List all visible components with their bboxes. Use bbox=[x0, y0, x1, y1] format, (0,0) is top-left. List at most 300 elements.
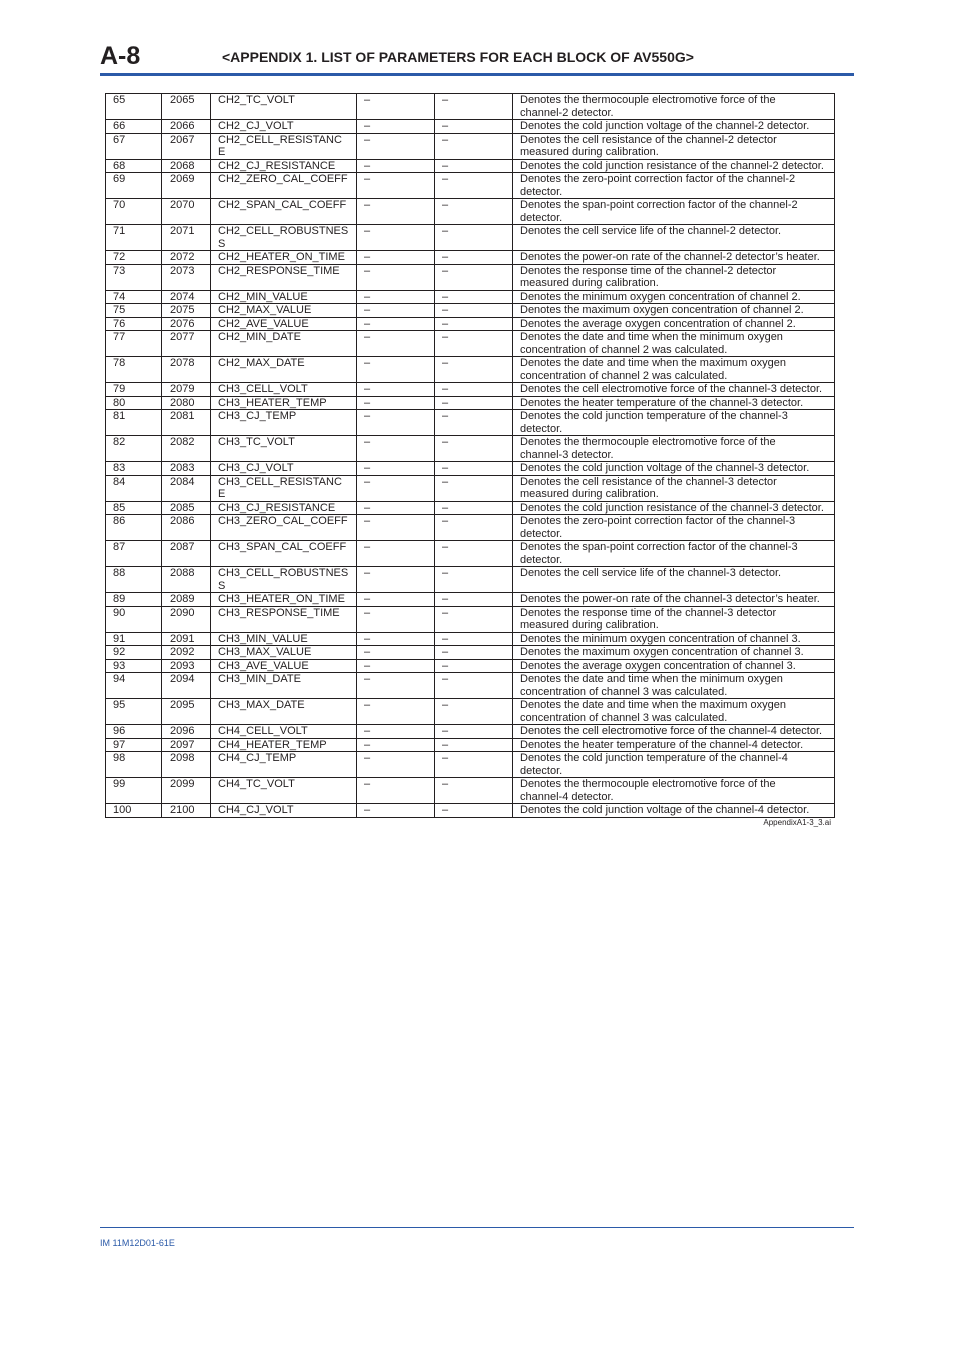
index-cell: 2069 bbox=[162, 173, 211, 199]
parameter-name-cell: CH3_AVE_VALUE bbox=[211, 659, 357, 673]
description-cell bbox=[513, 331, 835, 357]
description-line: detector. bbox=[520, 422, 563, 435]
parameter-name-cell: CH3_RESPONSE_TIME bbox=[211, 606, 357, 632]
parameter-name-cell: CH3_ZERO_CAL_COEFF bbox=[211, 515, 357, 541]
number-cell: 78 bbox=[106, 357, 162, 383]
page-title: <APPENDIX 1. LIST OF PARAMETERS FOR EACH BLOCK OF AV550G> bbox=[222, 49, 694, 65]
index-cell: 2094 bbox=[162, 673, 211, 699]
index-cell: 2073 bbox=[162, 264, 211, 290]
parameter-name-cell: CH2_MAX_VALUE bbox=[211, 304, 357, 318]
value-b-cell: – bbox=[435, 159, 513, 173]
index-cell: 2065 bbox=[162, 94, 211, 120]
value-b-cell: – bbox=[435, 659, 513, 673]
table-row bbox=[106, 410, 835, 436]
description-line: Denotes the span-point correction factor of the channel-2 bbox=[520, 199, 798, 211]
number-cell: 90 bbox=[106, 606, 162, 632]
table-row bbox=[106, 659, 835, 673]
table-row bbox=[106, 646, 835, 660]
value-a-cell: – bbox=[357, 159, 435, 173]
number-cell: 95 bbox=[106, 699, 162, 725]
parameter-name-cell: CH3_CELL_ROBUSTNESS bbox=[211, 567, 357, 593]
description-cell bbox=[513, 410, 835, 436]
parameter-name-cell: CH3_TC_VOLT bbox=[211, 436, 357, 462]
description-cell bbox=[513, 567, 835, 593]
parameter-name-cell: CH2_CELL_ROBUSTNESS bbox=[211, 225, 357, 251]
number-cell: 74 bbox=[106, 290, 162, 304]
value-b-cell: – bbox=[435, 673, 513, 699]
number-cell: 81 bbox=[106, 410, 162, 436]
parameter-name-cell: CH3_HEATER_ON_TIME bbox=[211, 593, 357, 607]
value-b-cell: – bbox=[435, 725, 513, 739]
value-a-cell: – bbox=[357, 778, 435, 804]
description-line: Denotes the cell electromotive force of the channel-3 detector. bbox=[520, 383, 823, 395]
value-b-cell: – bbox=[435, 541, 513, 567]
description-cell bbox=[513, 632, 835, 646]
description-line: Denotes the date and time when the maximum oxygen bbox=[520, 699, 786, 711]
parameter-name-cell: CH3_CJ_VOLT bbox=[211, 462, 357, 476]
number-cell: 82 bbox=[106, 436, 162, 462]
description-line: channel-3 detector. bbox=[520, 448, 614, 461]
description-cell bbox=[513, 225, 835, 251]
index-cell: 2081 bbox=[162, 410, 211, 436]
description-line: detector. bbox=[520, 527, 563, 540]
value-b-cell: – bbox=[435, 251, 513, 265]
table-row bbox=[106, 331, 835, 357]
index-cell: 2075 bbox=[162, 304, 211, 318]
value-b-cell: – bbox=[435, 173, 513, 199]
description-cell bbox=[513, 159, 835, 173]
table-row bbox=[106, 396, 835, 410]
page-number: A-8 bbox=[100, 42, 141, 70]
figure-file-label: AppendixA1-3_3.ai bbox=[763, 818, 831, 827]
number-cell: 69 bbox=[106, 173, 162, 199]
value-a-cell: – bbox=[357, 317, 435, 331]
description-line: Denotes the cold junction temperature of the channel-3 bbox=[520, 410, 788, 422]
value-a-cell: – bbox=[357, 410, 435, 436]
description-line: measured during calibration. bbox=[520, 146, 659, 158]
value-b-cell: – bbox=[435, 475, 513, 501]
value-b-cell: – bbox=[435, 606, 513, 632]
description-cell bbox=[513, 251, 835, 265]
description-cell bbox=[513, 673, 835, 699]
description-line: Denotes the response time of the channel-3 detector bbox=[520, 606, 777, 619]
description-cell bbox=[513, 304, 835, 318]
description-cell bbox=[513, 699, 835, 725]
value-b-cell: – bbox=[435, 804, 513, 818]
table-row bbox=[106, 290, 835, 304]
description-line: Denotes the date and time when the minimum oxygen bbox=[520, 673, 783, 685]
description-cell bbox=[513, 120, 835, 134]
number-cell: 70 bbox=[106, 199, 162, 225]
value-a-cell: – bbox=[357, 699, 435, 725]
parameter-name-cell: CH4_CJ_TEMP bbox=[211, 752, 357, 778]
number-cell: 80 bbox=[106, 396, 162, 410]
number-cell: 77 bbox=[106, 331, 162, 357]
value-a-cell: – bbox=[357, 331, 435, 357]
number-cell: 85 bbox=[106, 501, 162, 515]
number-cell: 76 bbox=[106, 317, 162, 331]
parameter-name-cell: CH2_AVE_VALUE bbox=[211, 317, 357, 331]
parameter-name-cell: CH3_MIN_DATE bbox=[211, 673, 357, 699]
number-cell: 96 bbox=[106, 725, 162, 739]
table-row bbox=[106, 541, 835, 567]
description-line: Denotes the thermocouple electromotive force of the bbox=[520, 778, 776, 790]
description-line: Denotes the cell resistance of the channel-3 detector bbox=[520, 475, 777, 488]
value-b-cell: – bbox=[435, 133, 513, 159]
description-line: detector. bbox=[520, 764, 563, 777]
description-cell bbox=[513, 199, 835, 225]
index-cell: 2084 bbox=[162, 475, 211, 501]
parameter-name-cell: CH2_CJ_RESISTANCE bbox=[211, 159, 357, 173]
parameter-name-cell: CH4_CJ_VOLT bbox=[211, 804, 357, 818]
description-line: Denotes the zero-point correction factor of the channel-3 bbox=[520, 515, 796, 527]
value-a-cell: – bbox=[357, 541, 435, 567]
value-a-cell: – bbox=[357, 120, 435, 134]
description-line: Denotes the cold junction resistance of the channel-2 detector. bbox=[520, 159, 824, 172]
description-cell bbox=[513, 752, 835, 778]
index-cell: 2096 bbox=[162, 725, 211, 739]
index-cell: 2093 bbox=[162, 659, 211, 673]
index-cell: 2090 bbox=[162, 606, 211, 632]
description-cell bbox=[513, 396, 835, 410]
index-cell: 2078 bbox=[162, 357, 211, 383]
table-row bbox=[106, 264, 835, 290]
parameter-name-cell: CH3_CELL_VOLT bbox=[211, 383, 357, 397]
description-line: Denotes the average oxygen concentration of channel 2. bbox=[520, 317, 796, 330]
number-cell: 99 bbox=[106, 778, 162, 804]
parameter-table bbox=[105, 93, 835, 818]
table-row bbox=[106, 199, 835, 225]
table-row bbox=[106, 462, 835, 476]
number-cell: 89 bbox=[106, 593, 162, 607]
value-a-cell: – bbox=[357, 515, 435, 541]
value-b-cell: – bbox=[435, 120, 513, 134]
value-b-cell: – bbox=[435, 304, 513, 318]
description-line: Denotes the minimum oxygen concentration of channel 3. bbox=[520, 632, 801, 645]
parameter-name-cell: CH3_CJ_TEMP bbox=[211, 410, 357, 436]
parameter-table-body bbox=[106, 94, 835, 818]
value-a-cell: – bbox=[357, 436, 435, 462]
description-cell bbox=[513, 317, 835, 331]
description-line: detector. bbox=[520, 185, 563, 198]
parameter-name-cell: CH4_CELL_VOLT bbox=[211, 725, 357, 739]
description-cell bbox=[513, 357, 835, 383]
description-line: Denotes the span-point correction factor of the channel-3 bbox=[520, 541, 798, 553]
description-cell bbox=[513, 646, 835, 660]
number-cell: 92 bbox=[106, 646, 162, 660]
value-b-cell: – bbox=[435, 436, 513, 462]
index-cell: 2079 bbox=[162, 383, 211, 397]
description-line: measured during calibration. bbox=[520, 277, 659, 289]
description-line: Denotes the heater temperature of the channel-4 detector. bbox=[520, 738, 804, 751]
value-a-cell: – bbox=[357, 659, 435, 673]
index-cell: 2088 bbox=[162, 567, 211, 593]
index-cell: 2083 bbox=[162, 462, 211, 476]
description-line: Denotes the maximum oxygen concentration of channel 2. bbox=[520, 304, 804, 316]
value-b-cell: – bbox=[435, 778, 513, 804]
parameter-name-cell: CH2_CJ_VOLT bbox=[211, 120, 357, 134]
description-line: Denotes the cold junction resistance of the channel-3 detector. bbox=[520, 501, 824, 514]
index-cell: 2099 bbox=[162, 778, 211, 804]
number-cell: 88 bbox=[106, 567, 162, 593]
value-b-cell: – bbox=[435, 331, 513, 357]
index-cell: 2077 bbox=[162, 331, 211, 357]
value-a-cell: – bbox=[357, 462, 435, 476]
description-line: concentration of channel 2 was calculated. bbox=[520, 369, 728, 382]
number-cell: 86 bbox=[106, 515, 162, 541]
value-b-cell: – bbox=[435, 738, 513, 752]
table-row bbox=[106, 515, 835, 541]
table-row bbox=[106, 357, 835, 383]
description-cell bbox=[513, 593, 835, 607]
index-cell: 2076 bbox=[162, 317, 211, 331]
number-cell: 71 bbox=[106, 225, 162, 251]
table-row bbox=[106, 738, 835, 752]
description-cell bbox=[513, 501, 835, 515]
index-cell: 2098 bbox=[162, 752, 211, 778]
table-row bbox=[106, 225, 835, 251]
description-line: detector. bbox=[520, 211, 563, 224]
value-b-cell: – bbox=[435, 383, 513, 397]
table-row bbox=[106, 383, 835, 397]
parameter-name-cell: CH2_CELL_RESISTANCE bbox=[211, 133, 357, 159]
description-cell bbox=[513, 804, 835, 818]
description-cell bbox=[513, 725, 835, 739]
description-line: Denotes the thermocouple electromotive force of the bbox=[520, 436, 776, 448]
description-cell bbox=[513, 475, 835, 501]
description-line: measured during calibration. bbox=[520, 619, 659, 631]
parameter-name-cell: CH2_MIN_DATE bbox=[211, 331, 357, 357]
number-cell: 68 bbox=[106, 159, 162, 173]
index-cell: 2095 bbox=[162, 699, 211, 725]
number-cell: 91 bbox=[106, 632, 162, 646]
number-cell: 93 bbox=[106, 659, 162, 673]
table-row bbox=[106, 804, 835, 818]
table-row bbox=[106, 673, 835, 699]
value-a-cell: – bbox=[357, 632, 435, 646]
description-line: channel-4 detector. bbox=[520, 790, 614, 803]
number-cell: 100 bbox=[106, 804, 162, 818]
number-cell: 79 bbox=[106, 383, 162, 397]
index-cell: 2074 bbox=[162, 290, 211, 304]
description-line: Denotes the cell service life of the channel-2 detector. bbox=[520, 225, 782, 237]
description-line: Denotes the cold junction voltage of the channel-2 detector. bbox=[520, 120, 810, 132]
value-a-cell: – bbox=[357, 133, 435, 159]
table-row bbox=[106, 436, 835, 462]
value-a-cell: – bbox=[357, 738, 435, 752]
value-a-cell: – bbox=[357, 725, 435, 739]
index-cell: 2066 bbox=[162, 120, 211, 134]
value-a-cell: – bbox=[357, 567, 435, 593]
parameter-name-cell: CH3_MAX_VALUE bbox=[211, 646, 357, 660]
description-line: Denotes the maximum oxygen concentration of channel 3. bbox=[520, 646, 804, 658]
description-line: Denotes the power-on rate of the channel-3 detector’s heater. bbox=[520, 593, 820, 605]
value-a-cell: – bbox=[357, 501, 435, 515]
value-b-cell: – bbox=[435, 699, 513, 725]
table-row bbox=[106, 317, 835, 331]
description-line: Denotes the response time of the channel-2 detector bbox=[520, 264, 777, 277]
table-row bbox=[106, 567, 835, 593]
value-b-cell: – bbox=[435, 462, 513, 476]
value-a-cell: – bbox=[357, 304, 435, 318]
description-line: Denotes the cold junction voltage of the channel-3 detector. bbox=[520, 462, 810, 474]
table-row bbox=[106, 304, 835, 318]
parameter-name-cell: CH2_HEATER_ON_TIME bbox=[211, 251, 357, 265]
value-b-cell: – bbox=[435, 396, 513, 410]
table-row bbox=[106, 606, 835, 632]
value-b-cell: – bbox=[435, 290, 513, 304]
index-cell: 2085 bbox=[162, 501, 211, 515]
parameter-name-cell: CH3_CJ_RESISTANCE bbox=[211, 501, 357, 515]
document-id: IM 11M12D01-61E bbox=[100, 1238, 175, 1248]
index-cell: 2092 bbox=[162, 646, 211, 660]
parameter-name-cell: CH4_HEATER_TEMP bbox=[211, 738, 357, 752]
index-cell: 2071 bbox=[162, 225, 211, 251]
table-row bbox=[106, 778, 835, 804]
description-line: concentration of channel 3 was calculated. bbox=[520, 711, 728, 724]
description-line: Denotes the date and time when the maximum oxygen bbox=[520, 357, 786, 369]
number-cell: 97 bbox=[106, 738, 162, 752]
description-line: Denotes the date and time when the minimum oxygen bbox=[520, 331, 783, 343]
value-b-cell: – bbox=[435, 410, 513, 436]
value-b-cell: – bbox=[435, 646, 513, 660]
value-a-cell: – bbox=[357, 383, 435, 397]
value-b-cell: – bbox=[435, 225, 513, 251]
index-cell: 2100 bbox=[162, 804, 211, 818]
value-a-cell: – bbox=[357, 290, 435, 304]
parameter-name-cell: CH3_CELL_RESISTANCE bbox=[211, 475, 357, 501]
description-line: Denotes the cell service life of the channel-3 detector. bbox=[520, 567, 782, 579]
value-b-cell: – bbox=[435, 94, 513, 120]
table-row bbox=[106, 251, 835, 265]
value-b-cell: – bbox=[435, 264, 513, 290]
description-line: Denotes the power-on rate of the channel-2 detector’s heater. bbox=[520, 251, 820, 263]
description-line: concentration of channel 2 was calculated. bbox=[520, 343, 728, 356]
table-row bbox=[106, 173, 835, 199]
description-cell bbox=[513, 778, 835, 804]
description-line: Denotes the cold junction voltage of the channel-4 detector. bbox=[520, 804, 810, 816]
number-cell: 98 bbox=[106, 752, 162, 778]
table-row bbox=[106, 632, 835, 646]
number-cell: 65 bbox=[106, 94, 162, 120]
parameter-name-cell: CH2_SPAN_CAL_COEFF bbox=[211, 199, 357, 225]
table-row bbox=[106, 159, 835, 173]
number-cell: 66 bbox=[106, 120, 162, 134]
value-a-cell: – bbox=[357, 606, 435, 632]
value-a-cell: – bbox=[357, 357, 435, 383]
table-row bbox=[106, 133, 835, 159]
value-a-cell: – bbox=[357, 264, 435, 290]
parameter-name-cell: CH3_MAX_DATE bbox=[211, 699, 357, 725]
table-row bbox=[106, 475, 835, 501]
value-a-cell: – bbox=[357, 396, 435, 410]
parameter-name-cell: CH3_HEATER_TEMP bbox=[211, 396, 357, 410]
number-cell: 67 bbox=[106, 133, 162, 159]
index-cell: 2080 bbox=[162, 396, 211, 410]
description-cell bbox=[513, 290, 835, 304]
index-cell: 2097 bbox=[162, 738, 211, 752]
description-line: channel-2 detector. bbox=[520, 106, 614, 119]
value-b-cell: – bbox=[435, 593, 513, 607]
value-a-cell: – bbox=[357, 251, 435, 265]
table-row bbox=[106, 501, 835, 515]
value-a-cell: – bbox=[357, 225, 435, 251]
description-line: measured during calibration. bbox=[520, 488, 659, 500]
description-cell bbox=[513, 173, 835, 199]
number-cell: 94 bbox=[106, 673, 162, 699]
header-divider bbox=[100, 73, 854, 76]
parameter-name-cell: CH3_MIN_VALUE bbox=[211, 632, 357, 646]
description-line: concentration of channel 3 was calculated. bbox=[520, 685, 728, 698]
description-line: Denotes the thermocouple electromotive force of the bbox=[520, 94, 776, 106]
number-cell: 83 bbox=[106, 462, 162, 476]
table-row bbox=[106, 699, 835, 725]
value-a-cell: – bbox=[357, 804, 435, 818]
value-a-cell: – bbox=[357, 475, 435, 501]
parameter-name-cell: CH2_RESPONSE_TIME bbox=[211, 264, 357, 290]
description-line: Denotes the minimum oxygen concentration of channel 2. bbox=[520, 290, 801, 303]
description-cell bbox=[513, 659, 835, 673]
description-cell bbox=[513, 94, 835, 120]
parameter-name-cell: CH2_TC_VOLT bbox=[211, 94, 357, 120]
value-a-cell: – bbox=[357, 199, 435, 225]
table-row bbox=[106, 725, 835, 739]
value-a-cell: – bbox=[357, 94, 435, 120]
value-b-cell: – bbox=[435, 515, 513, 541]
value-b-cell: – bbox=[435, 501, 513, 515]
footer-divider bbox=[100, 1227, 854, 1228]
value-a-cell: – bbox=[357, 593, 435, 607]
description-line: Denotes the cell electromotive force of the channel-4 detector. bbox=[520, 725, 823, 737]
table-row bbox=[106, 593, 835, 607]
value-b-cell: – bbox=[435, 317, 513, 331]
description-cell bbox=[513, 462, 835, 476]
number-cell: 87 bbox=[106, 541, 162, 567]
value-b-cell: – bbox=[435, 752, 513, 778]
table-row bbox=[106, 120, 835, 134]
description-cell bbox=[513, 515, 835, 541]
parameter-name-cell: CH2_MIN_VALUE bbox=[211, 290, 357, 304]
index-cell: 2072 bbox=[162, 251, 211, 265]
description-cell bbox=[513, 738, 835, 752]
description-line: Denotes the zero-point correction factor of the channel-2 bbox=[520, 173, 796, 185]
index-cell: 2067 bbox=[162, 133, 211, 159]
number-cell: 72 bbox=[106, 251, 162, 265]
description-cell bbox=[513, 541, 835, 567]
value-a-cell: – bbox=[357, 646, 435, 660]
parameter-name-cell: CH2_ZERO_CAL_COEFF bbox=[211, 173, 357, 199]
value-b-cell: – bbox=[435, 567, 513, 593]
table-row bbox=[106, 752, 835, 778]
index-cell: 2087 bbox=[162, 541, 211, 567]
parameter-name-cell: CH4_TC_VOLT bbox=[211, 778, 357, 804]
table-row bbox=[106, 94, 835, 120]
description-cell bbox=[513, 606, 835, 632]
description-line: detector. bbox=[520, 553, 563, 566]
description-line: Denotes the heater temperature of the channel-3 detector. bbox=[520, 396, 804, 409]
description-cell bbox=[513, 133, 835, 159]
index-cell: 2089 bbox=[162, 593, 211, 607]
value-b-cell: – bbox=[435, 199, 513, 225]
parameter-name-cell: CH2_MAX_DATE bbox=[211, 357, 357, 383]
value-a-cell: – bbox=[357, 673, 435, 699]
index-cell: 2086 bbox=[162, 515, 211, 541]
parameter-name-cell: CH3_SPAN_CAL_COEFF bbox=[211, 541, 357, 567]
description-line: Denotes the cold junction temperature of the channel-4 bbox=[520, 752, 788, 764]
index-cell: 2082 bbox=[162, 436, 211, 462]
number-cell: 73 bbox=[106, 264, 162, 290]
description-cell bbox=[513, 383, 835, 397]
